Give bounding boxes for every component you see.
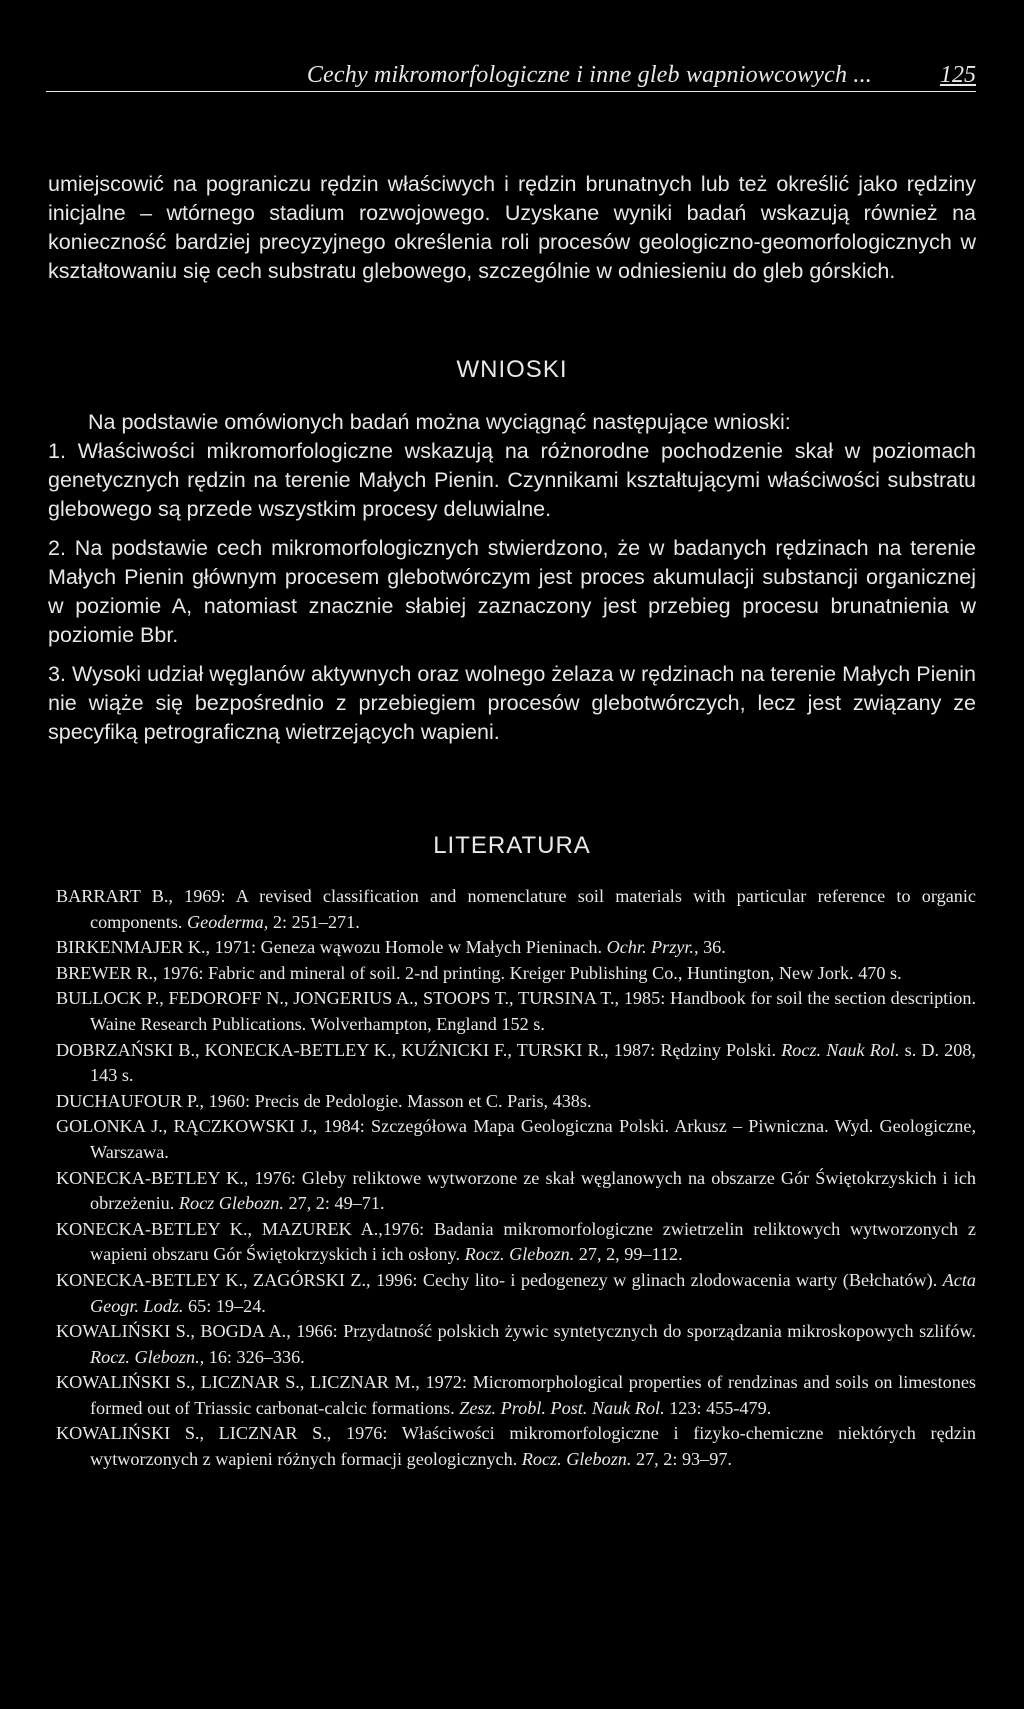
literature-heading: LITERATURA [433, 832, 591, 859]
reference-item: KONECKA-BETLEY K., 1976: Gleby reliktowe wytworzone ze skał węglanowych na obszarze Gór Świętokrzyskich i ich obrzeżeniu. Rocz Glebozn. 27, 2: 49–71. [56, 1167, 976, 1214]
conclusion-item-1: 1. Właściwości mikromorfologiczne wskazują na różnorodne pochodzenie skał w poziomach genetycznych rędzin na terenie Małych Pienin. Czynnikami kształtującymi właściwości substratu glebowego są przede wszystkim procesy deluwialne. [48, 439, 976, 521]
reference-item: GOLONKA J., RĄCZKOWSKI J., 1984: Szczegółowa Mapa Geologiczna Polski. Arkusz – Piwniczna. Wyd. Geologiczne, Warszawa. [56, 1116, 976, 1162]
reference-item: KONECKA-BETLEY K., ZAGÓRSKI Z., 1996: Cechy lito- i pedogenezy w glinach zlodowacenia warty (Bełchatów). Acta Geogr. Lodz. 65: 19–24. [56, 1269, 976, 1316]
reference-item: BULLOCK P., FEDOROFF N., JONGERIUS A., STOOPS T., TURSINA T., 1985: Handbook for soil the section description. Waine Research Publications. Wolverhampton, England 152 s. [56, 988, 976, 1034]
intro-paragraph-block [48, 170, 976, 286]
intro-paragraph: umiejscowić na pograniczu rędzin właściwych i rędzin brunatnych lub też określić jako rędziny inicjalne – wtórnego stadium rozwojowego. Uzyskane wyniki badań wskazują również na konieczność bardziej precyzyjnego określenia roli procesów geologiczno-geomorfologicznych w kształtowaniu się cech substratu glebowego, szczególnie w odniesieniu do gleb górskich. [48, 172, 976, 283]
reference-list [56, 884, 976, 1473]
reference-item: KOWALIŃSKI S., LICZNAR S., LICZNAR M., 1972: Micromorphological properties of rendzinas and soils on limestones formed out of Triassic carbonat-calcic formations. Zesz. Probl. Post. Nauk Rol. 123: 455-479. [56, 1372, 976, 1418]
reference-item: DUCHAUFOUR P., 1960: Precis de Pedologie. Masson et C. Paris, 438s. [56, 1090, 592, 1111]
reference-item: KONECKA-BETLEY K., MAZUREK A.,1976: Badania mikromorfologiczne zwietrzelin reliktowych wytworzonych z wapieni obszaru Gór Świętokrzyskich i ich osłony. Rocz. Glebozn. 27, 2, 99–112. [56, 1218, 976, 1265]
conclusion-item-2: 2. Na podstawie cech mikromorfologicznych stwierdzono, że w badanych rędzinach na terenie Małych Pienin głównym procesem glebotwórczym jest proces akumulacji substancji organicznej w poziomie A, natomiast znacznie słabiej zaznaczony jest przebieg procesu brunatnienia w poziomie Bbr. [48, 536, 976, 647]
page-number: 125 [940, 62, 976, 88]
reference-item: BARRART B., 1969: A revised classification and nomenclature soil materials with particular reference to organic components. Geoderma, 2: 251–271. [56, 886, 976, 932]
reference-item: BREWER R., 1976: Fabric and mineral of soil. 2-nd printing. Kreiger Publishing Co., Huntington, New Jork. 470 s. [56, 962, 902, 983]
conclusions-lead: Na podstawie omówionych badań można wyciągnąć następujące wnioski: [88, 410, 791, 434]
conclusion-item-3: 3. Wysoki udział węglanów aktywnych oraz wolnego żelaza w rędzinach na terenie Małych Pienin nie wiąże się bezpośrednio z przebiegiem procesów glebotwórczych, lecz jest związany ze specyfiką petrograficzną wietrzejących wapieni. [48, 662, 976, 744]
conclusions-heading: WNIOSKI [456, 356, 568, 383]
running-title: Cechy mikromorfologiczne i inne gleb wapniowcowych ... [306, 62, 872, 88]
reference-item: DOBRZAŃSKI B., KONECKA-BETLEY K., KUŹNICKI F., TURSKI R., 1987: Rędziny Polski. Rocz. Nauk Rol. s. D. 208, 143 s. [56, 1039, 976, 1086]
reference-item: KOWALIŃSKI S., LICZNAR S., 1976: Właściwości mikromorfologiczne i fizyko-chemiczne niektórych rędzin wytworzonych z wapieni różnych formacji geologicznych. Rocz. Glebozn. 27, 2: 93–97. [56, 1423, 976, 1470]
reference-item: BIRKENMAJER K., 1971: Geneza wąwozu Homole w Małych Pieninach. Ochr. Przyr., 36. [56, 937, 726, 958]
running-header [46, 62, 976, 92]
conclusions-block [48, 408, 976, 747]
reference-item: KOWALIŃSKI S., BOGDA A., 1966: Przydatność polskich żywic syntetycznych do sporządzania mikroskopowych szlifów. Rocz. Glebozn., 16: 326–336. [56, 1321, 976, 1367]
